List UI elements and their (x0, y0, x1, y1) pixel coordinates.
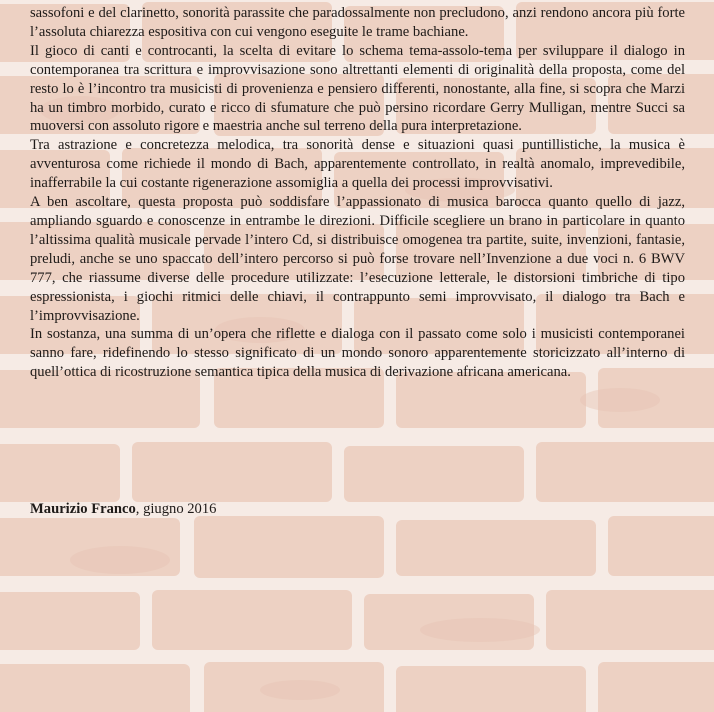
article-text (30, 4, 685, 382)
author-name: Maurizio Franco (30, 501, 136, 517)
paragraph: Il gioco di canti e controcanti, la scelta di evitare lo schema tema-assolo-tema per sviluppare il dialogo in contemporanea tra scrittura e improvvisazione sono altrettanti elementi di originalità della proposta, come del resto lo è l’incontro tra musicisti di provenienza e pensiero differenti, nonostante, alla fine, si scopra che Marzi ha un timbro morbido, curato e ricco di sfumature che può persino ricordare Gerry Mulligan, mentre Succi sa muoversi con assoluto rigore e maestria anche sul terreno della pura interpretazione. (30, 42, 685, 135)
paragraph: In sostanza, una summa di un’opera che riflette e dialoga con il passato come solo i musicisti contemporanei sanno fare, ridefinendo lo stesso significato di un mondo sonoro apparentemente storicizzato all’interno di quell’ottica di ricostruzione semantica tipica della musica di derivazione africana americana. (30, 326, 685, 381)
paragraph: Tra astrazione e concretezza melodica, tra sonorità dense e situazioni quasi puntillistiche, la musica è avventurosa come richiede il mondo di Bach, apparentemente controllato, in realtà anomalo, imprevedibile, inafferrabile la cui costante rigenerazione assomiglia a quella dei processi improvvisativi. (30, 137, 685, 192)
signature-date: , giugno 2016 (135, 501, 217, 517)
paragraph: sassofoni e del clarinetto, sonorità parassite che paradossalmente non precludono, anzi rendono ancora più forte l’assoluta chiarezza espositiva con cui vengono eseguite le trame bachiane. (30, 5, 685, 40)
paragraph: A ben ascoltare, questa proposta può soddisfare l’appassionato di musica barocca quanto quello di jazz, ampliando sguardo e conoscenze in entrambe le direzioni. Difficile scegliere un brano in particolare in quanto l’altissima qualità musicale pervade l’intero Cd, si distribuisce omogenea tra partite, suite, invenzioni, fantasie, preludi, anche se uno spaccato dell’intero percorso si può forse trovare nell’Invenzione a due voci n. 6 BWV 777, che riassume diverse delle procedure utilizzate: l’esecuzione letterale, le distorsioni timbriche di tipo espressionista, i giochi ritmici delle chiavi, il contrappunto semi improvvisato, il dialogo tra Bach e l’improvvisazione. (30, 194, 685, 324)
signature (30, 500, 216, 518)
